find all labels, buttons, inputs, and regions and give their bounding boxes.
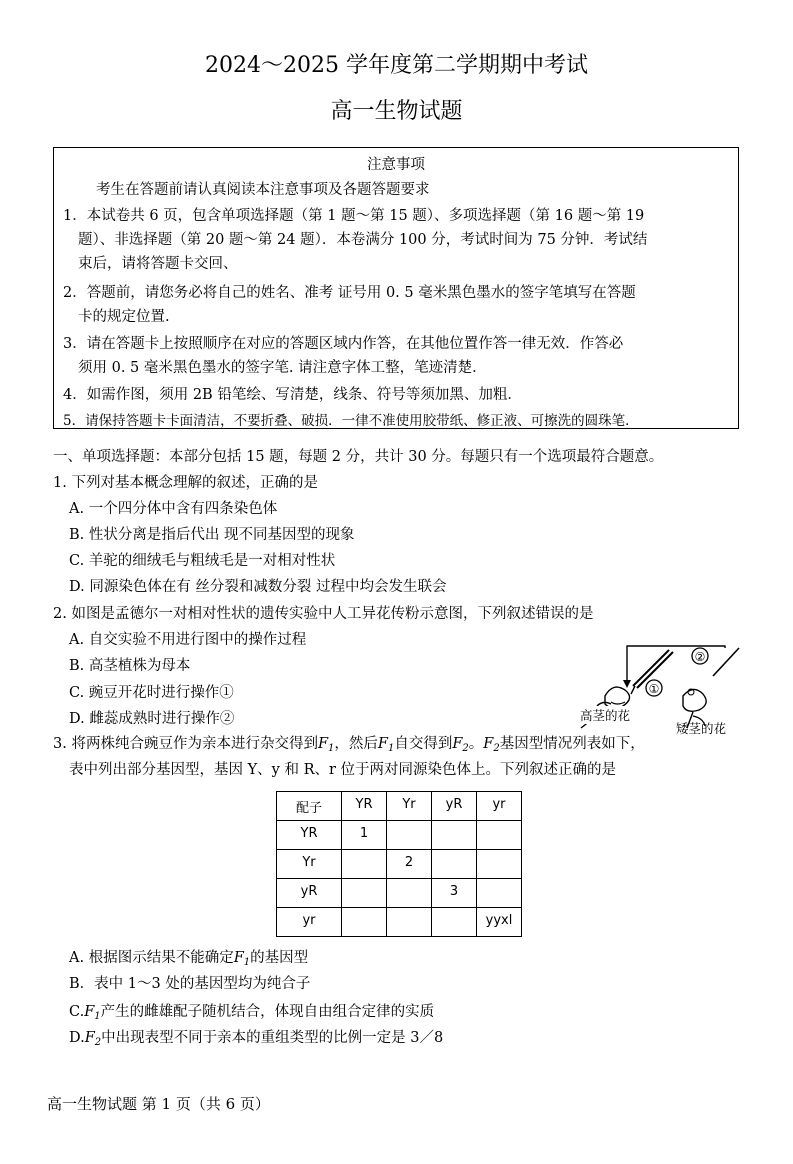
table-cell (432, 821, 477, 850)
table-header-cell: 配子 (277, 792, 342, 821)
gamete-table (276, 791, 522, 937)
table-cell (432, 850, 477, 879)
table-cell (387, 821, 432, 850)
q2-option-b: B. 高茎植株为母本 (69, 658, 191, 674)
table-header-cell: yr (477, 792, 522, 821)
table-cell: 3 (432, 879, 477, 908)
page-footer: 高一生物试题 第 1 页（共 6 页） (47, 1095, 270, 1113)
f1-symbol: F (84, 1004, 95, 1020)
table-header-cell: Yr (387, 792, 432, 821)
table-row (277, 908, 522, 937)
q2-stem: 2. 如图是孟德尔一对相对性状的遗传实验中人工异花传粉示意图，下列叙述错误的是 (53, 606, 594, 622)
f1-symbol: F (233, 950, 244, 966)
q1-option-c: C. 羊驼的细绒毛与粗绒毛是一对相对性状 (69, 553, 336, 569)
notice-box (53, 147, 739, 429)
q3-option-c: $C.F_1$产生的雌雄配子随机结合，体现自由组合定律的实质 (69, 1004, 435, 1022)
f2-symbol: F (483, 736, 494, 752)
step-1-marker: ① (648, 682, 660, 696)
table-cell (342, 850, 387, 879)
q3-option-a: A. 根据图示结果不能确定$F_1$的基因型 (69, 950, 309, 968)
table-header-cell: YR (342, 792, 387, 821)
table-cell: 2 (387, 850, 432, 879)
table-cell: yR (277, 879, 342, 908)
notice-item-5: 5．请保持答题卡卡面清洁，不要折叠、破损．一律不准使用胶带纸、修正液、可擦洗的圆珠笔． (63, 413, 639, 429)
table-header-row (277, 792, 522, 821)
table-cell (342, 908, 387, 937)
table-row (277, 821, 522, 850)
table-header-cell: yR (432, 792, 477, 821)
f2-symbol: F (452, 736, 463, 752)
q1-option-b: B. 性状分离是指后代出 现不同基因型的现象 (69, 527, 355, 543)
brush-icon (713, 648, 739, 676)
q1-option-a: A. 一个四分体中含有四条染色体 (69, 501, 278, 517)
table-cell: YR (277, 821, 342, 850)
notice-item-2-line-1: 2．答题前，请您务必将自己的姓名、准考 证号用 0. 5 毫米黑色墨水的签字笔填写在答题 (63, 285, 636, 301)
q2-option-d: D. 雌蕊成熟时进行操作② (69, 711, 235, 727)
table-cell (477, 850, 522, 879)
q3-stem-line-2: 表中列出部分基因型，基因 Y、y 和 R、r 位于两对同源染色体上。下列叙述正确的是 (69, 762, 617, 778)
table-cell: yyxl (477, 908, 522, 937)
table-cell (477, 821, 522, 850)
table-cell (477, 879, 522, 908)
table-row (277, 850, 522, 879)
f1-symbol: F (377, 736, 388, 752)
figure-label-short: 矮茎的花 (676, 721, 727, 736)
q2-option-a: A. 自交实验不用进行图中的操作过程 (69, 632, 307, 648)
notice-item-1-line-2: 题）、非选择题（第 20 题～第 24 题）．本卷满分 100 分，考试时间为 75 分钟．考试结 (78, 232, 648, 248)
section-heading: 一、单项选择题：本部分包括 15 题，每题 2 分，共计 30 分。每题只有一个选项最符合题意。 (53, 449, 664, 465)
table-cell: 1 (342, 821, 387, 850)
q3-option-b: B．表中 1～3 处的基因型均为纯合子 (69, 976, 311, 992)
table-cell: Yr (277, 850, 342, 879)
f1-symbol: F (317, 736, 329, 752)
table-cell (387, 908, 432, 937)
figure-label-tall: 高茎的花 (580, 708, 631, 723)
q3-option-d: $D.F_2$中出现表型不同于亲本的重组类型的比例一定是 3／8 (69, 1030, 444, 1048)
q3-stem: 3. 将两株纯合豌豆作为亲本进行杂交得到$F_1$，然后$F_1$自交得到$F_2$。$F_2$基因型情况列表如下， (53, 732, 649, 754)
notice-item-4: 4．如需作图，须用 2B 铅笔绘、写清楚，线条、符号等须加黑、加粗． (63, 387, 522, 403)
notice-item-3-line-2: 须用 0. 5 毫米黑色墨水的签字笔. 请注意字体工整，笔迹清楚． (78, 360, 487, 376)
notice-heading: 注意事项 (367, 157, 425, 173)
q2-option-c: C. 豌豆开花时进行操作① (69, 685, 234, 701)
table-cell (342, 879, 387, 908)
exam-subtitle: 高一生物试题 (330, 99, 463, 124)
notice-item-1-line-1: 1．本试卷共 6 页，包含单项选择题（第 1 题～第 15 题）、多项选择题（第 16 题～第 19 (63, 208, 645, 224)
f2-symbol: F (84, 1030, 95, 1046)
q1-stem: 1. 下列对基本概念理解的叙述，正确的是 (53, 475, 318, 491)
table-cell: yr (277, 908, 342, 937)
step-2-marker: ② (694, 650, 706, 664)
table-row (277, 879, 522, 908)
exam-title: 2024～2025 学年度第二学期期中考试 (205, 53, 588, 78)
table-cell (432, 908, 477, 937)
notice-item-3-line-1: 3．请在答题卡上按照顺序在对应的答题区域内作答，在其他位置作答一律无效．作答必 (63, 336, 624, 352)
table-cell (387, 879, 432, 908)
q1-option-d: D. 同源染色体在有 丝分裂和减数分裂 过程中均会发生联会 (69, 579, 447, 595)
notice-item-2-line-2: 卡的规定位置. (78, 309, 170, 325)
notice-intro: 考生在答题前请认真阅读本注意事项及各题答题要求 (96, 182, 430, 198)
notice-item-1-line-3: 束后，请将答题卡交回、 (78, 256, 238, 272)
arrow-head-icon (623, 680, 631, 688)
